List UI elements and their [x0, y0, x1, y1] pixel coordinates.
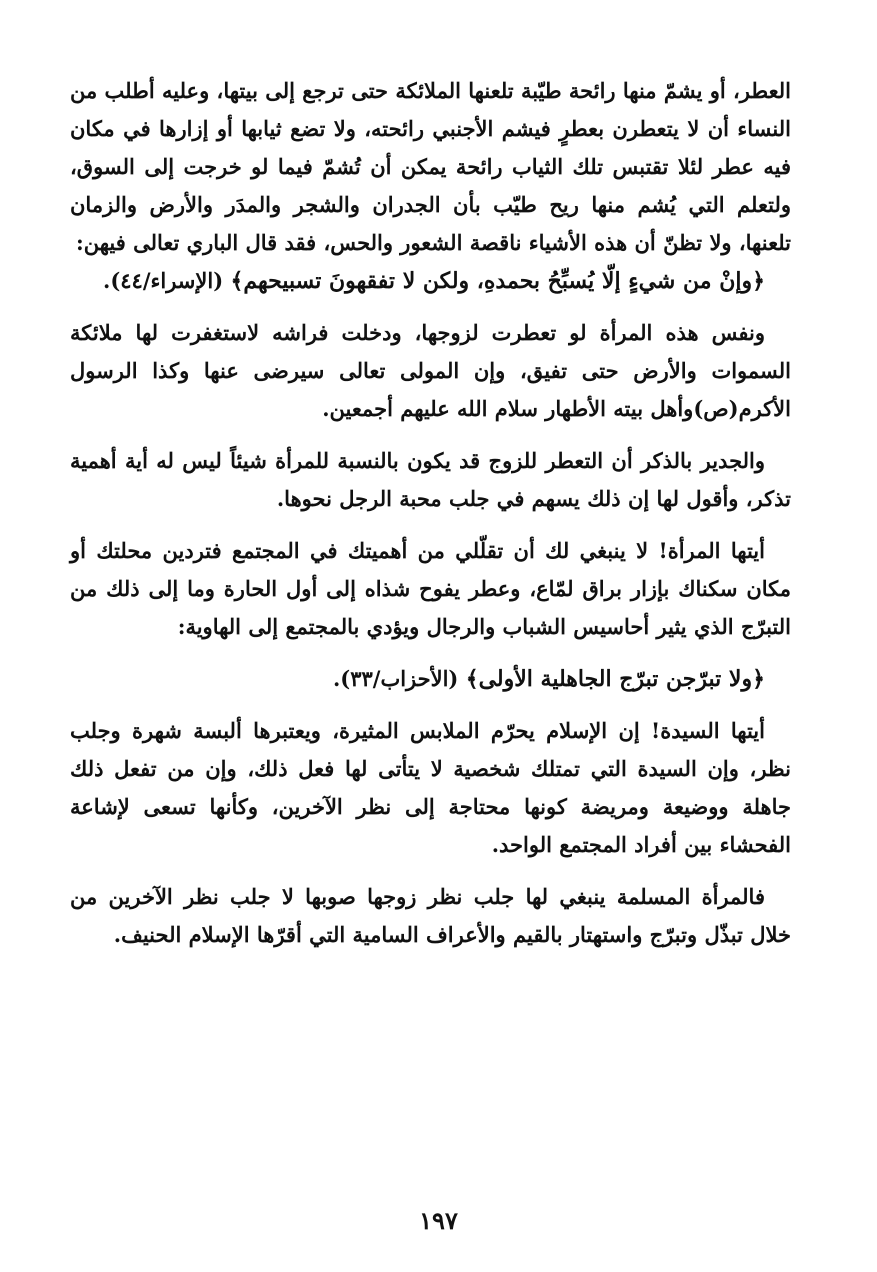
page-number: ١٩٧: [419, 1206, 458, 1235]
quran-verse-ahzab: [70, 660, 791, 698]
quran-verse-reference: (الإسراء/٤٤).: [103, 268, 224, 293]
paragraph-perfume-warning: العطر، أو يشمّ منها رائحة طيّبة تلعنها الملائكة حتى ترجع إلى بيتها، وعليه أطلب من النساء أن لا يتعطرن بعطرٍ فيشم الأجنبي رائحته، ولا تضع ثيابها أو إزارها في مكان فيه عطر لئلا تقتبس تلك الثياب رائحة يمكن أن تُشمّ فيما لو خرجت إلى السوق، ولتعلم التي يُشم منها ريح طيّب بأن الجدران والشجر والمدَر والأرض والزمان تلعنها، ولا تظنّ أن هذه الأشياء ناقصة الشعور والحس، فقد قال الباري تعالى فيهن:: [70, 78, 791, 255]
quran-verse-text: ﴿ولا تبرّجن تبرّج الجاهلية الأولى﴾: [465, 666, 765, 692]
quran-verse-isra: [70, 262, 791, 300]
paragraph-address-lady: أيتها السيدة! إن الإسلام يحرّم الملابس المثيرة، ويعتبرها ألبسة شهرة وجلب نظر، وإن السيدة التي تمتلك شخصية لا يتأتى لها فعل ذلك، وإن من تفعل ذلك جاهلة ووضيعة ومريضة كونها محتاجة إلى نظر الآخرين، وكأنها تسعى لإشاعة الفحشاء بين أفراد المجتمع الواحد.: [70, 718, 791, 857]
paragraph-muslim-woman: فالمرأة المسلمة ينبغي لها جلب نظر زوجها صوبها لا جلب نظر الآخرين من خلال تبذّل وتبرّج واستهتار بالقيم والأعراف السامية التي أقرّها الإسلام الحنيف.: [70, 884, 791, 947]
paragraph-worth-mentioning: والجدير بالذكر أن التعطر للزوج قد يكون بالنسبة للمرأة شيئاً ليس له أية أهمية تذكر، وأقول لها إن ذلك يسهم في جلب محبة الرجل نحوها.: [70, 448, 791, 511]
paragraph-address-woman: أيتها المرأة! لا ينبغي لك أن تقلّلي من أهميتك في المجتمع فتردين محلتك أو مكان سكناك بإزار براق لمّاع، وعطر يفوح شذاه إلى أول الحارة وما إلى ذلك من التبرّج الذي يثير أحاسيس الشباب والرجال ويؤدي بالمجتمع إلى الهاوية:: [70, 538, 791, 639]
quran-verse-text: ﴿وإنْ من شيءٍ إلّا يُسبِّحُ بحمدهِ، ولكن لا تفقهونَ تسبيحهم﴾: [230, 268, 765, 294]
quran-verse-reference: (الأحزاب/٣٣).: [332, 666, 459, 691]
body-text: [70, 72, 791, 954]
paragraph-perfume-for-husband: ونفس هذه المرأة لو تعطرت لزوجها، ودخلت فراشه لاستغفرت لها ملائكة السموات والأرض حتى تفيق، وإن المولى تعالى سيرضى عنها وكذا الرسول الأكرم(ص)وأهل بيته الأطهار سلام الله عليهم أجمعين.: [70, 320, 791, 421]
